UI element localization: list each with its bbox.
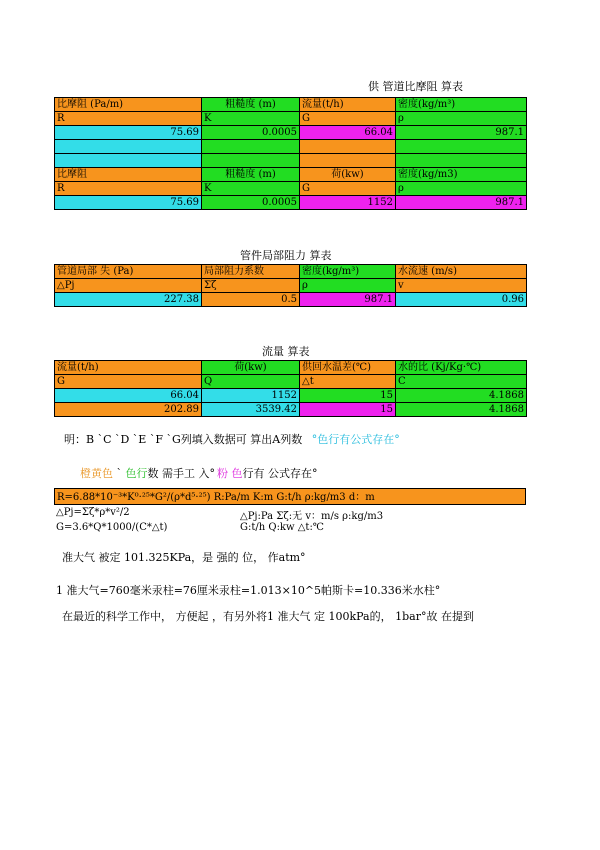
table-cell[interactable]: △t bbox=[300, 375, 396, 389]
table-row bbox=[55, 112, 527, 126]
formula-friction: R=6.88*10⁻³*K⁰·²⁵*G²/(ρ*d⁵·²⁵) R:Pa/m K:m G:t/h ρ:kg/m3 d：m bbox=[54, 488, 526, 505]
table-cell[interactable]: K bbox=[202, 112, 300, 126]
table-cell[interactable]: Q bbox=[202, 375, 300, 389]
table-cell[interactable]: 987.1 bbox=[396, 126, 527, 140]
table-cell[interactable]: G bbox=[300, 112, 396, 126]
title-local-resistance-table: 管件局部阻力 算表 bbox=[240, 249, 332, 262]
table-cell[interactable]: 3539.42 bbox=[202, 403, 300, 417]
table-row bbox=[55, 375, 527, 389]
table-cell[interactable]: 1152 bbox=[300, 196, 396, 210]
table-row bbox=[55, 293, 527, 307]
formula-flow-units: G:t/h Q:kw △t:℃ bbox=[240, 522, 324, 533]
table-cell[interactable]: 荷(kw) bbox=[300, 168, 396, 182]
table-cell[interactable]: 密度(kg/m3) bbox=[396, 168, 527, 182]
table-cell[interactable] bbox=[55, 140, 202, 154]
table-row bbox=[55, 279, 527, 293]
table-cell[interactable]: 15 bbox=[300, 389, 396, 403]
table-cell[interactable]: K bbox=[202, 182, 300, 196]
table-row bbox=[55, 98, 527, 112]
table-row bbox=[55, 265, 527, 279]
table-cell[interactable]: 987.1 bbox=[396, 196, 527, 210]
formula-flow: G=3.6*Q*1000/(C*△t) bbox=[56, 522, 168, 533]
table-cell[interactable]: 75.69 bbox=[55, 196, 202, 210]
table-row bbox=[55, 361, 527, 375]
table-cell[interactable]: 局部阻力系数 bbox=[202, 265, 300, 279]
table-cell[interactable]: R bbox=[55, 182, 202, 196]
table-cell[interactable]: 0.0005 bbox=[202, 196, 300, 210]
table-cell[interactable]: 987.1 bbox=[300, 293, 396, 307]
table-cell[interactable] bbox=[396, 140, 527, 154]
note-color-legend bbox=[80, 465, 318, 481]
table-cell[interactable]: G bbox=[300, 182, 396, 196]
legend-orange: 橙黄色 bbox=[80, 467, 113, 480]
legend-input-text: 数 需手工 入° bbox=[147, 467, 215, 480]
table-cell[interactable]: 4.1868 bbox=[396, 389, 527, 403]
title-flow-table: 流量 算表 bbox=[262, 345, 310, 358]
table-cell[interactable]: 粗糙度 (m) bbox=[202, 98, 300, 112]
table-row bbox=[55, 126, 527, 140]
table-cell[interactable]: 227.38 bbox=[55, 293, 202, 307]
table-cell[interactable]: R bbox=[55, 112, 202, 126]
title-friction-table: 供 管道比摩阻 算表 bbox=[368, 80, 463, 93]
table-cell[interactable]: 比摩阻 (Pa/m) bbox=[55, 98, 202, 112]
table-cell[interactable]: C bbox=[396, 375, 527, 389]
table-row bbox=[55, 196, 527, 210]
table-cell[interactable]: 粗糙度 (m) bbox=[202, 168, 300, 182]
formula-local-resistance: △Pj=Σζ*ρ*v²/2 bbox=[56, 507, 130, 518]
table-cell[interactable]: v bbox=[396, 279, 527, 293]
table-cell[interactable]: ρ bbox=[396, 112, 527, 126]
table-row bbox=[55, 182, 527, 196]
note-formula-cyan: °色行有公式存在° bbox=[311, 433, 400, 446]
table-row bbox=[55, 168, 527, 182]
table-cell[interactable] bbox=[202, 154, 300, 168]
table-cell[interactable]: △Pj bbox=[55, 279, 202, 293]
table-cell[interactable]: 管道局部 失 (Pa) bbox=[55, 265, 202, 279]
table-cell[interactable]: 1152 bbox=[202, 389, 300, 403]
table-cell[interactable]: 0.96 bbox=[396, 293, 527, 307]
table-cell[interactable]: 202.89 bbox=[55, 403, 202, 417]
friction-table-1 bbox=[54, 97, 527, 210]
table-cell[interactable]: 15 bbox=[300, 403, 396, 417]
flow-table bbox=[54, 360, 527, 417]
table-row bbox=[55, 403, 527, 417]
table-cell[interactable]: 75.69 bbox=[55, 126, 202, 140]
table-cell[interactable]: 流量(t/h) bbox=[55, 361, 202, 375]
table-cell[interactable]: 66.04 bbox=[300, 126, 396, 140]
local-resistance-table bbox=[54, 264, 527, 307]
table-cell[interactable]: 比摩阻 bbox=[55, 168, 202, 182]
legend-green: 色行 bbox=[125, 467, 148, 480]
paragraph-bar: 在最近的科学工作中， 方便起 ，有另外将1 准大气 定 100kPa的， 1bar°故 在提到 bbox=[62, 610, 474, 623]
table-cell[interactable]: 流量(t/h) bbox=[300, 98, 396, 112]
paragraph-atm: 准大气 被定 101.325KPa，是 强的 位， 作atm° bbox=[62, 551, 306, 564]
table-cell[interactable]: 0.5 bbox=[202, 293, 300, 307]
table-cell[interactable]: 4.1868 bbox=[396, 403, 527, 417]
table-cell[interactable]: ρ bbox=[300, 279, 396, 293]
paragraph-atm-conversion: 1 准大气=760毫米汞柱=76厘米汞柱=1.013×10^5帕斯卡=10.336米水柱° bbox=[56, 584, 441, 597]
note-instructions-text: 明：B `C `D `E `F `G列填入数据可 算出A列数 bbox=[64, 433, 303, 446]
table-row bbox=[55, 389, 527, 403]
table-cell[interactable]: 密度(kg/m³) bbox=[300, 265, 396, 279]
table-cell[interactable]: G bbox=[55, 375, 202, 389]
legend-separator: ` bbox=[113, 467, 126, 480]
legend-formula-text: 行有 公式存在° bbox=[242, 467, 318, 480]
table-cell[interactable]: Σζ bbox=[202, 279, 300, 293]
table-cell[interactable]: 0.0005 bbox=[202, 126, 300, 140]
table-cell[interactable]: 密度(kg/m³) bbox=[396, 98, 527, 112]
table-row bbox=[55, 140, 527, 154]
note-instructions bbox=[64, 431, 400, 447]
table-row bbox=[55, 154, 527, 168]
table-cell[interactable]: 供回水温差(℃) bbox=[300, 361, 396, 375]
table-cell[interactable] bbox=[202, 140, 300, 154]
table-cell[interactable]: 水流速 (m/s) bbox=[396, 265, 527, 279]
table-cell[interactable] bbox=[396, 154, 527, 168]
table-cell[interactable]: 66.04 bbox=[55, 389, 202, 403]
table-cell[interactable] bbox=[300, 154, 396, 168]
table-cell[interactable]: ρ bbox=[396, 182, 527, 196]
table-cell[interactable] bbox=[55, 154, 202, 168]
table-cell[interactable]: 荷(kw) bbox=[202, 361, 300, 375]
table-cell[interactable]: 水的比 (Kj/Kg·℃) bbox=[396, 361, 527, 375]
table-cell[interactable] bbox=[300, 140, 396, 154]
legend-pink: 粉 色 bbox=[217, 467, 243, 480]
formula-local-resistance-units: △Pj:Pa Σζ:无 v：m/s ρ:kg/m3 bbox=[240, 511, 384, 522]
